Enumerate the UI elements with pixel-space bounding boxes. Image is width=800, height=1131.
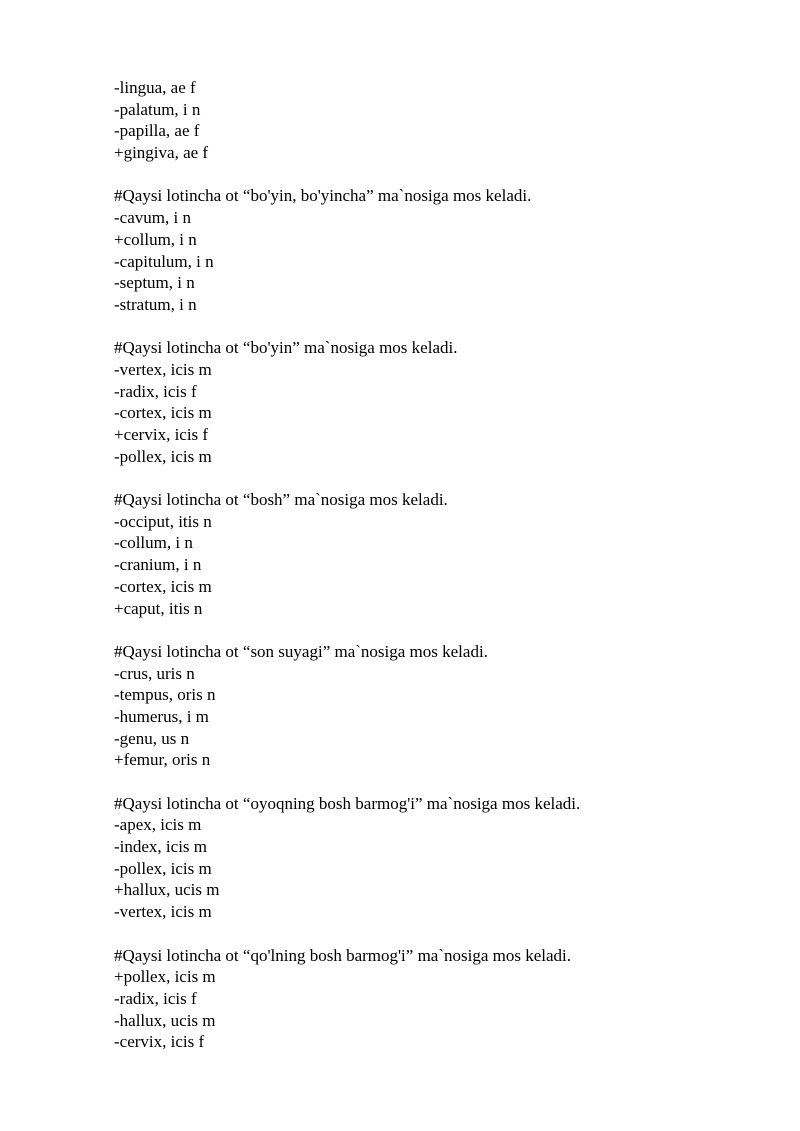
question-block (114, 164, 754, 316)
question-block (114, 923, 754, 1053)
answer-option: -cortex, icis m (114, 403, 212, 423)
question-block (114, 316, 754, 468)
blank-line (114, 771, 754, 793)
question-block (114, 77, 754, 164)
answer-option: -occiput, itis n (114, 511, 212, 531)
answer-option: -pollex, icis m (114, 446, 212, 466)
answer-option: +hallux, ucis m (114, 880, 220, 900)
answer-option: -radix, icis f (114, 988, 197, 1008)
question-text: #Qaysi lotincha ot “bo'yin, bo'yincha” ma`nosiga mos keladi. (114, 186, 532, 206)
answer-option: +femur, oris n (114, 750, 211, 770)
answer-option: -lingua, ae f (114, 78, 196, 97)
question-block (114, 771, 754, 923)
question-block (114, 619, 754, 771)
answer-option: -index, icis m (114, 837, 208, 857)
answer-option: -hallux, ucis m (114, 1010, 216, 1030)
answer-option: -cervix, icis f (114, 1032, 205, 1052)
answer-option: +pollex, icis m (114, 967, 216, 987)
blank-line (114, 619, 754, 641)
answer-option: -palatum, i n (114, 99, 201, 119)
blank-line (114, 316, 754, 338)
answer-option: -genu, us n (114, 728, 190, 748)
question-text: #Qaysi lotincha ot “son suyagi” ma`nosiga mos keladi. (114, 641, 488, 661)
answer-option: -stratum, i n (114, 294, 197, 314)
answer-option: -crus, uris n (114, 663, 195, 683)
answer-option: -vertex, icis m (114, 359, 212, 379)
question-block (114, 467, 754, 619)
question-text: #Qaysi lotincha ot “oyoqning bosh barmog'i” ma`nosiga mos keladi. (114, 793, 581, 813)
blank-line (114, 164, 754, 186)
blank-line (114, 923, 754, 945)
answer-option: -humerus, i m (114, 706, 209, 726)
answer-option: -papilla, ae f (114, 121, 200, 141)
answer-option: -capitulum, i n (114, 251, 214, 271)
answer-option: -cranium, i n (114, 555, 202, 575)
answer-option: -apex, icis m (114, 815, 202, 835)
answer-option: +gingiva, ae f (114, 143, 209, 163)
question-text: #Qaysi lotincha ot “qo'lning bosh barmog'i” ma`nosiga mos keladi. (114, 945, 572, 965)
answer-option: -vertex, icis m (114, 902, 212, 922)
answer-option: -cortex, icis m (114, 576, 212, 596)
answer-option: -pollex, icis m (114, 858, 212, 878)
question-text: #Qaysi lotincha ot “bosh” ma`nosiga mos keladi. (114, 490, 448, 510)
answer-option: -tempus, oris n (114, 685, 216, 705)
question-text: #Qaysi lotincha ot “bo'yin” ma`nosiga mos keladi. (114, 338, 458, 358)
blank-line (114, 467, 754, 489)
answer-option: -septum, i n (114, 273, 195, 293)
answer-option: +cervix, icis f (114, 425, 209, 444)
answer-option: -collum, i n (114, 533, 193, 553)
answer-option: +collum, i n (114, 229, 197, 249)
answer-option: -cavum, i n (114, 208, 191, 228)
answer-option: -radix, icis f (114, 381, 197, 401)
answer-option: +caput, itis n (114, 598, 203, 618)
document-body (114, 77, 754, 1053)
